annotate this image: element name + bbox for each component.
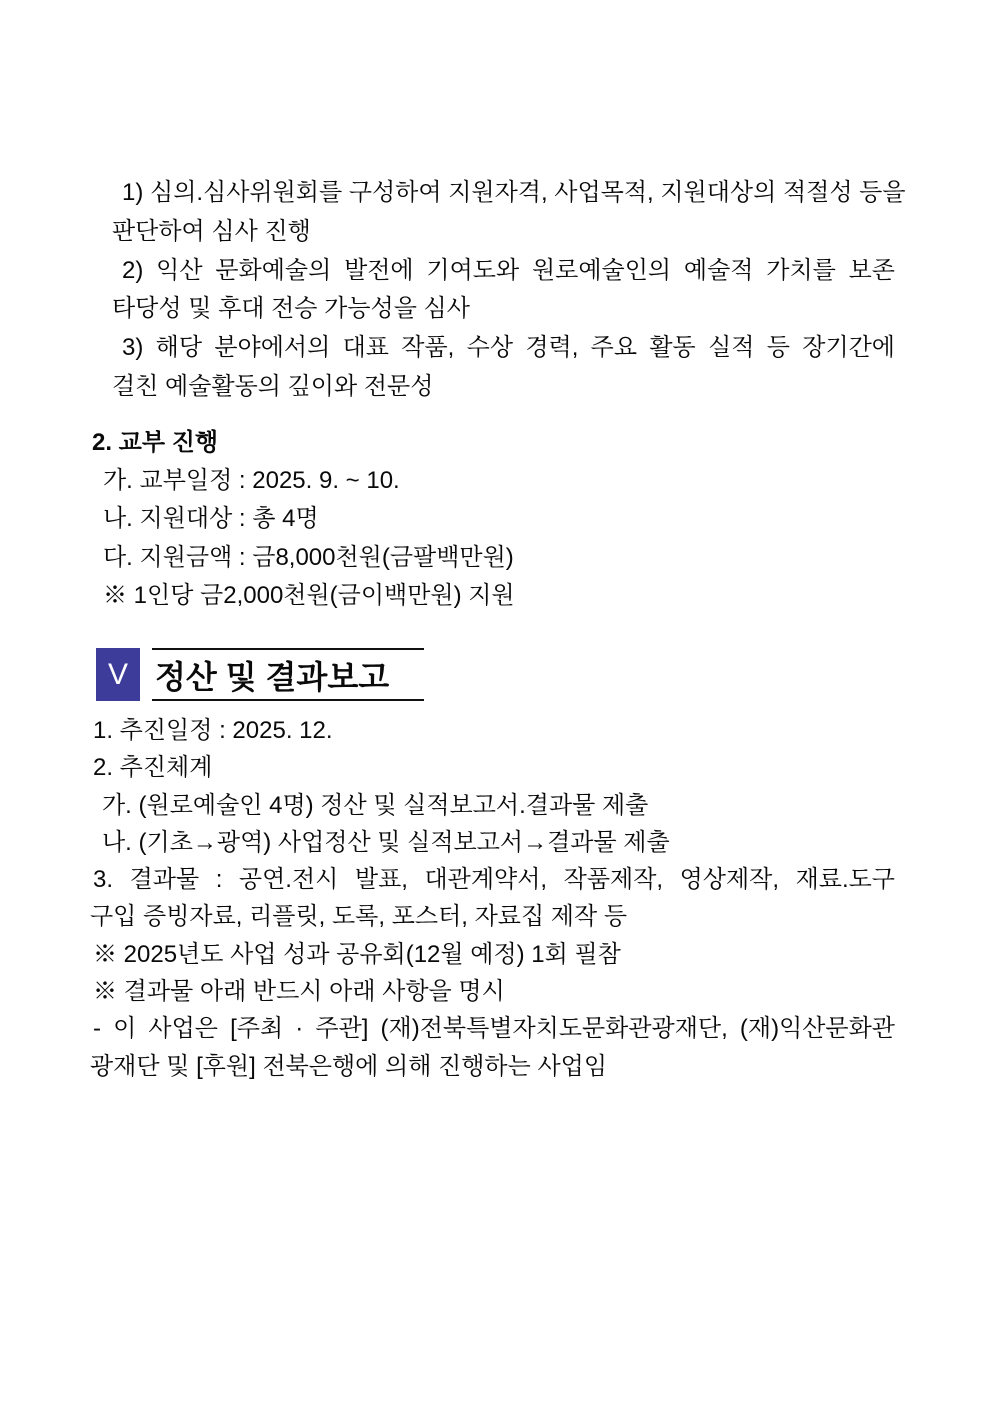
text-line: 3. 결과물 : 공연.전시 발표, 대관계약서, 작품제작, 영상제작, 재료.도구 — [93, 866, 895, 894]
grant-progress-block — [92, 424, 895, 615]
text-line: 나. 지원대상 : 총 4명 — [103, 505, 319, 533]
text-line: - 이 사업은 [주최 · 주관] (재)전북특별자치도문화관광재단, (재)익산문화관 — [93, 1015, 895, 1043]
text-line: 1) 심의.심사위원회를 구성하여 지원자격, 사업목적, 지원대상의 적절성 등을 — [122, 179, 906, 206]
text-line: 2. 추진체계 — [93, 754, 213, 782]
review-criteria-block — [112, 174, 906, 407]
section-title-box — [152, 648, 424, 701]
text-line: 광재단 및 [후원] 전북은행에 의해 진행하는 사업임 — [90, 1052, 608, 1080]
text-line: ※ 2025년도 사업 성과 공유회(12월 예정) 1회 필참 — [93, 940, 621, 968]
text-line: 2) 익산 문화예술의 발전에 기여도와 원로예술인의 예술적 가치를 보존 — [122, 256, 895, 284]
text-line: 걸친 예술활동의 깊이와 전문성 — [112, 372, 434, 400]
text-line: 나. (기초→광역) 사업정산 및 실적보고서→결과물 제출 — [102, 828, 670, 856]
text-line: 가. 교부일정 : 2025. 9. ~ 10. — [103, 467, 400, 495]
text-line: ※ 결과물 아래 반드시 아래 사항을 명시 — [93, 978, 505, 1006]
text-line: ※ 1인당 금2,000천원(금이백만원) 지원 — [103, 581, 515, 609]
grant-heading: 2. 교부 진행 — [92, 429, 219, 456]
text-line: 타당성 및 후대 전승 가능성을 심사 — [112, 295, 470, 323]
section-number-badge: V — [96, 648, 140, 701]
text-line: 1. 추진일정 : 2025. 12. — [93, 717, 333, 744]
text-line: 다. 지원금액 : 금8,000천원(금팔백만원) — [103, 543, 514, 571]
text-line: 3) 해당 분야에서의 대표 작품, 수상 경력, 주요 활동 실적 등 장기간에 — [122, 334, 895, 362]
text-line: 판단하여 심사 진행 — [112, 217, 311, 245]
section-title: 정산 및 결과보고 — [155, 658, 390, 695]
settlement-report-block — [90, 712, 895, 1085]
text-line: 구입 증빙자료, 리플릿, 도록, 포스터, 자료집 제작 등 — [90, 903, 628, 931]
text-line: 가. (원로예술인 4명) 정산 및 실적보고서.결과물 제출 — [102, 791, 649, 819]
